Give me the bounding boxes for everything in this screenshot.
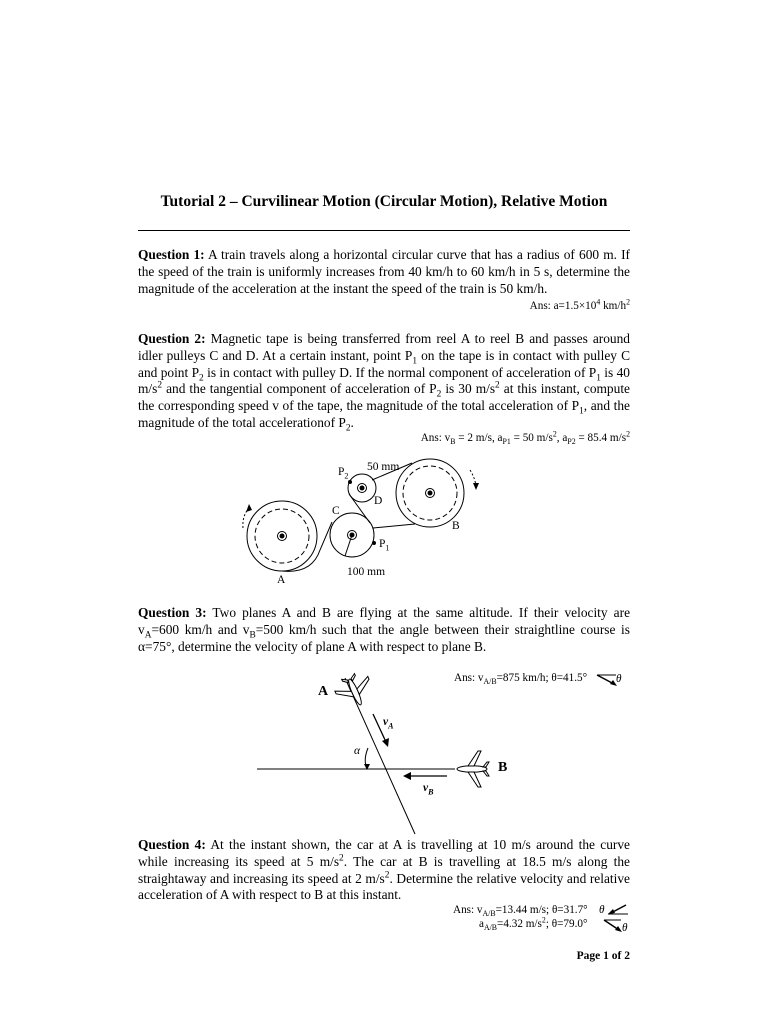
answer-sup: 2 xyxy=(626,429,630,439)
question-2-answer xyxy=(420,429,630,447)
q4-sup: 2 xyxy=(339,853,344,864)
question-1 xyxy=(138,247,630,297)
question-3-label: Question 3: xyxy=(138,605,207,620)
q4-text: . Determine the relative velocity and relative acceleration of A with respect to B at this instant. xyxy=(138,870,630,903)
answer-text: = 2 m/s, a xyxy=(455,432,503,444)
q2-text: is 40 m/s xyxy=(138,364,630,397)
answer-sub: A/B xyxy=(483,923,498,933)
q2-sup: 2 xyxy=(157,380,163,391)
answer-text: Ans: v xyxy=(420,432,451,444)
q4-theta-arrow-2 xyxy=(603,917,623,933)
question-4-answer-2 xyxy=(479,915,588,933)
pulley-d-hub xyxy=(360,486,365,491)
velocity-b-label xyxy=(423,782,434,797)
q3-text: =600 km/h and v xyxy=(151,621,250,637)
q2-sub: 2 xyxy=(199,373,204,384)
answer-text: ; θ=79.0° xyxy=(545,918,588,930)
label-100mm: 100 mm xyxy=(347,566,386,578)
answer-text: = 85.4 m/s xyxy=(575,432,627,444)
velocity-a-sub: A xyxy=(388,721,394,731)
q2-sub: 2 xyxy=(345,423,351,434)
answer-text: Ans: v xyxy=(454,672,484,684)
question-4-answer-1 xyxy=(453,904,588,919)
q2-text: is in contact with pulley D. If the normal component of acceleration of P xyxy=(203,364,597,380)
question-3 xyxy=(138,605,630,655)
page-number: Page 1 of 2 xyxy=(576,950,630,962)
question-1-text: A train travels along a horizontal circular curve that has a radius of 600 m. If the speed of the train is uniformly increases from 40 km/h to 60 km/h in 5 s, determine the magnitude of the acceleration at the instant the speed of the train is 50 km/h. xyxy=(138,247,630,296)
answer-sub: P1 xyxy=(502,437,511,447)
q2-text: on the tape is in contact with pulley C and point P xyxy=(138,347,631,380)
velocity-b-arrowhead xyxy=(403,772,411,780)
answer-sub: B xyxy=(450,437,456,447)
q4-text: . The car at B is travelling at 18.5 m/s along the straightaway and increasing its speed at 2 m/s xyxy=(138,853,630,886)
answer-sup: 2 xyxy=(541,915,546,925)
q2-sub: 1 xyxy=(579,406,584,417)
reel-b-arrowhead xyxy=(473,483,479,490)
point-p2 xyxy=(348,480,352,484)
answer-text: Ans: a=1.5×10 xyxy=(529,300,597,312)
q3-sub: B xyxy=(249,630,256,641)
q2-text: Magnetic tape is being transferred from reel A to reel B and passes around idler pulleys C and D. At a certain instant, point P xyxy=(138,331,630,363)
answer-text: a xyxy=(479,918,484,930)
plane-a xyxy=(332,669,377,712)
question-4 xyxy=(138,837,630,904)
q2-text: . xyxy=(350,414,354,430)
q2-sub: 2 xyxy=(436,390,442,401)
point-p1 xyxy=(372,541,376,545)
answer-text: Ans: v xyxy=(453,904,483,916)
plane-a-label: A xyxy=(318,684,329,699)
page-title: Tutorial 2 – Curvilinear Motion (Circular Motion), Relative Motion xyxy=(160,193,608,210)
q2-text: , and the magnitude of the total accelerationof P xyxy=(138,398,630,430)
q4-theta-label-1: θ xyxy=(599,904,605,916)
plane-b xyxy=(457,751,489,787)
answer-sub: A/B xyxy=(482,909,496,919)
label-p1 xyxy=(379,538,390,553)
answer-sub: P2 xyxy=(567,437,576,447)
question-1-label: Question 1: xyxy=(138,247,205,262)
answer-text: , a xyxy=(556,432,568,444)
plane-b-label: B xyxy=(498,760,508,775)
label-a: A xyxy=(277,574,286,586)
q3-sub: A xyxy=(144,630,152,641)
title-rule xyxy=(138,230,630,231)
q3-text: =500 km/h such that the angle between their straightline course is α=75°, determine the velocity of plane A with respect to plane B. xyxy=(138,621,630,654)
answer-unit-exponent: 2 xyxy=(626,297,630,307)
planes-figure xyxy=(255,670,515,840)
q4-sup: 2 xyxy=(384,870,390,881)
velocity-b-text: v xyxy=(423,782,429,794)
question-1-answer xyxy=(529,297,630,312)
alpha-label: α xyxy=(354,745,361,757)
reel-a-arrowhead xyxy=(246,504,252,512)
q4-text: At the instant shown, the car at A is travelling at 10 m/s around the curve while increasing its speed at 5 m/s xyxy=(138,837,630,869)
label-p2 xyxy=(338,466,349,481)
label-p2-sub: 2 xyxy=(344,471,349,481)
velocity-a-text: v xyxy=(383,716,389,728)
q2-text: and the tangential component of acceleration of P xyxy=(162,381,437,397)
answer-sub: A/B xyxy=(483,677,497,687)
answer-text: = 50 m/s xyxy=(510,432,553,444)
answer-text: =13.44 m/s; θ=31.7° xyxy=(495,904,588,916)
velocity-a-label xyxy=(383,716,394,731)
label-p1-sub: 1 xyxy=(385,543,390,553)
answer-text: =4.32 m/s xyxy=(497,918,542,930)
velocity-a-arrowhead xyxy=(382,738,389,747)
answer-exponent: 4 xyxy=(596,297,601,307)
tape-c-to-b xyxy=(373,524,415,528)
question-4-label: Question 4: xyxy=(138,837,206,852)
q4-theta-label-2: θ xyxy=(622,922,628,934)
label-b: B xyxy=(452,520,460,532)
q2-sup: 2 xyxy=(495,380,500,391)
answer-sup: 2 xyxy=(552,429,557,439)
q2-sub: 1 xyxy=(596,373,601,384)
question-2 xyxy=(138,331,630,432)
question-2-label: Question 2: xyxy=(138,331,206,346)
label-50mm: 50 mm xyxy=(367,461,400,473)
label-p2-text: P xyxy=(338,466,345,478)
label-d: D xyxy=(374,495,383,507)
q4-theta-arrow-1 xyxy=(606,903,630,917)
velocity-b-sub: B xyxy=(428,787,434,797)
q3-theta-label: θ xyxy=(616,673,622,685)
answer-unit: km/h xyxy=(600,300,627,312)
reel-a-hub xyxy=(280,534,285,539)
q2-text: is 30 m/s xyxy=(441,381,496,397)
reel-b-hub xyxy=(428,491,433,496)
label-p1-text: P xyxy=(379,538,386,550)
tape-c-to-d xyxy=(349,494,370,523)
answer-text: =875 km/h; θ=41.5° xyxy=(496,672,588,684)
label-c: C xyxy=(332,505,340,517)
q2-sub: 1 xyxy=(412,356,418,367)
q3-text: Two planes A and B are flying at the same altitude. If their velocity are v xyxy=(138,605,631,637)
q2-text: at this instant, compute the corresponding speed v of the tape, the magnitude of the total acceleration of P xyxy=(138,381,630,414)
